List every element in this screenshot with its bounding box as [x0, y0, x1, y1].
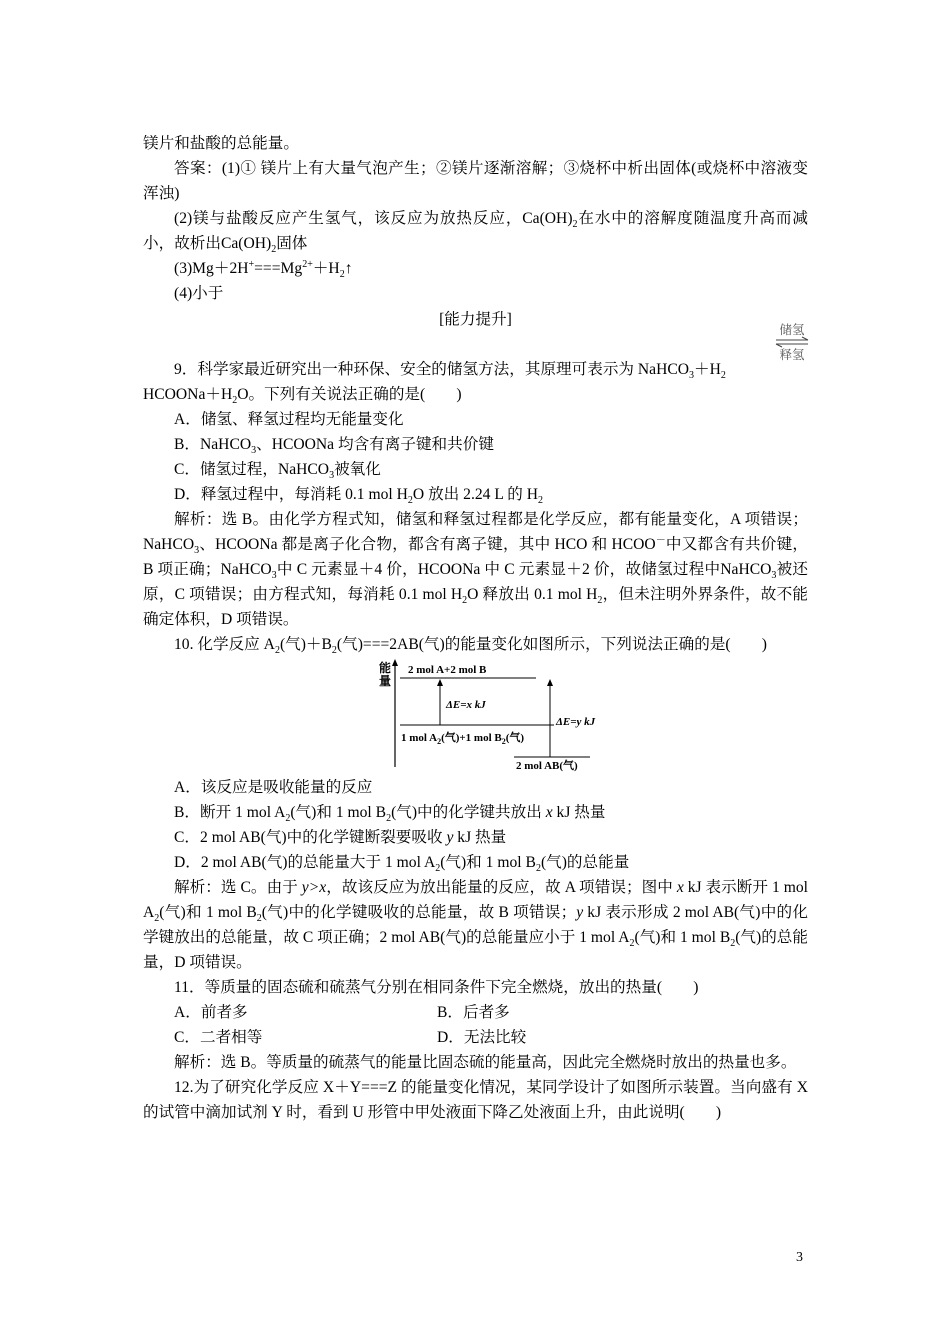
answer-2: (2)镁与盐酸反应产生氢气，该反应为放热反应，$Ca(OH)_2$在水中的溶解度随温度升高而减小，故析出$Ca(OH)_2$固体 [143, 210, 808, 256]
mid-level-label: 1 mol $A_2$(气)+1 mol $B_2$(气) [401, 732, 525, 746]
question-11-option-a: A．前者多 [174, 1004, 248, 1021]
question-11-stem: 11．等质量的固态硫和硫蒸气分别在相同条件下完全燃烧，放出的热量( ) [174, 979, 699, 996]
delta-x-label: ΔE=x kJ [446, 699, 486, 711]
page-number: 3 [796, 1250, 803, 1265]
question-9-stem-cont: $HCOONa+H_2O$。下列有关说法正确的是( ) [143, 386, 462, 407]
answer-1: 答案：(1)① 镁片上有大量气泡产生；②镁片逐渐溶解；③烧杯中析出固体(或烧杯中溶液变浑浊) [143, 160, 808, 202]
top-level-label: 2 mol A+2 mol B [408, 664, 487, 676]
y-axis-arrowhead [392, 659, 398, 666]
question-9-option-c: C．储氢过程，NaHCO$_3$被氧化 [174, 461, 381, 482]
delta-x-arrowhead [437, 679, 443, 686]
text-line: 镁片和盐酸的总能量。 [143, 135, 299, 152]
question-11-option-c: C．二者相等 [174, 1029, 263, 1046]
question-11-option-d: D．无法比较 [437, 1029, 527, 1046]
question-9-option-b: B．NaHCO$_3$、HCOONa 均含有离子键和共价键 [174, 436, 494, 457]
question-11-option-b: B．后者多 [437, 1004, 510, 1021]
question-10-option-a: A．该反应是吸收能量的反应 [174, 779, 373, 796]
arrow-label-top: 储氢 [779, 323, 805, 337]
low-level-label: 2 mol AB(气) [516, 760, 578, 772]
y-axis-label-2: 量 [379, 674, 392, 688]
question-11-options-row-1 [143, 1000, 808, 1025]
equilibrium-arrows-icon [774, 337, 810, 347]
question-11-options-row-2 [143, 1025, 808, 1050]
question-11-solution: 解析：选 B。等质量的硫蒸气的能量比固态硫的能量高，因此完全燃烧时放出的热量也多。 [174, 1054, 797, 1071]
energy-diagram [376, 659, 596, 772]
arrow-label-bottom: 释氢 [779, 348, 805, 362]
question-10-option-d: D．2 mol AB(气)的总能量大于 1 mol $A_2$(气)和 1 mol $B_2$(气)的总能量 [174, 854, 630, 875]
question-10-stem: 10. 化学反应 $A_2$(气)$+B_2$(气)===2AB(气)的能量变化如图所示，下列说法正确的是( ) [174, 636, 767, 657]
answer-4: (4)小于 [174, 285, 224, 302]
page-content [143, 131, 808, 1125]
delta-y-arrowhead [547, 679, 553, 686]
question-9-solution: 解析：选 B。由化学方程式知，储氢和释氢过程都是化学反应，都有能量变化，A 项错误；NaHCO$_3$、HCOONa 都是离子化合物，都含有离子键，其中 HCO 和 HCOO－中又都含有共价键，B 项正确；NaHCO$_3$中 C 元素显＋4 价，HCOONa 中 C 元素显＋2 价，故储氢过程中NaHCO$_3$被还原，C 项错误；由方程式知，每消耗 0.1 mol $H_2O$ 释放出 0.1 mol $H_2$，但未注明外界条件，故不能确定体积，D 项错误。 [143, 511, 808, 628]
question-12-stem: 12.为了研究化学反应 X＋Y===Z 的能量变化情况，某同学设计了如图所示装置。当向盛有 X 的试管中滴加试剂 Y 时，看到 U 形管中甲处液面下降乙处液面上升，由此说明( ) [143, 1079, 808, 1121]
delta-y-label: ΔE=y kJ [556, 716, 596, 728]
y-axis-label-1: 能 [379, 661, 392, 675]
question-10-option-b: B．断开 1 mol $A_2$(气)和 1 mol $B_2$(气)中的化学键共放出 x kJ 热量 [174, 804, 606, 825]
section-heading: [能力提升] [439, 311, 512, 328]
question-9-stem: 9．科学家最近研究出一种环保、安全的储氢方法，其原理可表示为 $NaHCO_3+H_2$ [174, 361, 726, 382]
answer-3: $(3)Mg+2H^+===Mg^{2+}+H_2↑$ [174, 258, 353, 281]
question-9-option-a: A．储氢、释氢过程均无能量变化 [174, 411, 404, 428]
question-10-solution: 解析：选 C。由于 y>x，故该反应为放出能量的反应，故 A 项错误；图中 x kJ 表示断开 1 mol $A_2$(气)和 1 mol $B_2$(气)中的化学键吸收的总能量，故 B 项错误；y kJ 表示形成 2 mol AB(气)中的化学键放出的总能量，故 C 项正确；2 mol AB(气)的总能量应小于 1 mol $A_2$(气)和 1 mol $B_2$(气)的总能量，D 项错误。 [143, 879, 809, 971]
question-9-option-d: D．释氢过程中，每消耗 0.1 mol $H_2O$ 放出 2.24 L 的 $H_2$ [174, 486, 543, 507]
question-10-option-c: C．2 mol AB(气)中的化学键断裂要吸收 y kJ 热量 [174, 829, 507, 846]
reversible-arrow [774, 322, 810, 364]
